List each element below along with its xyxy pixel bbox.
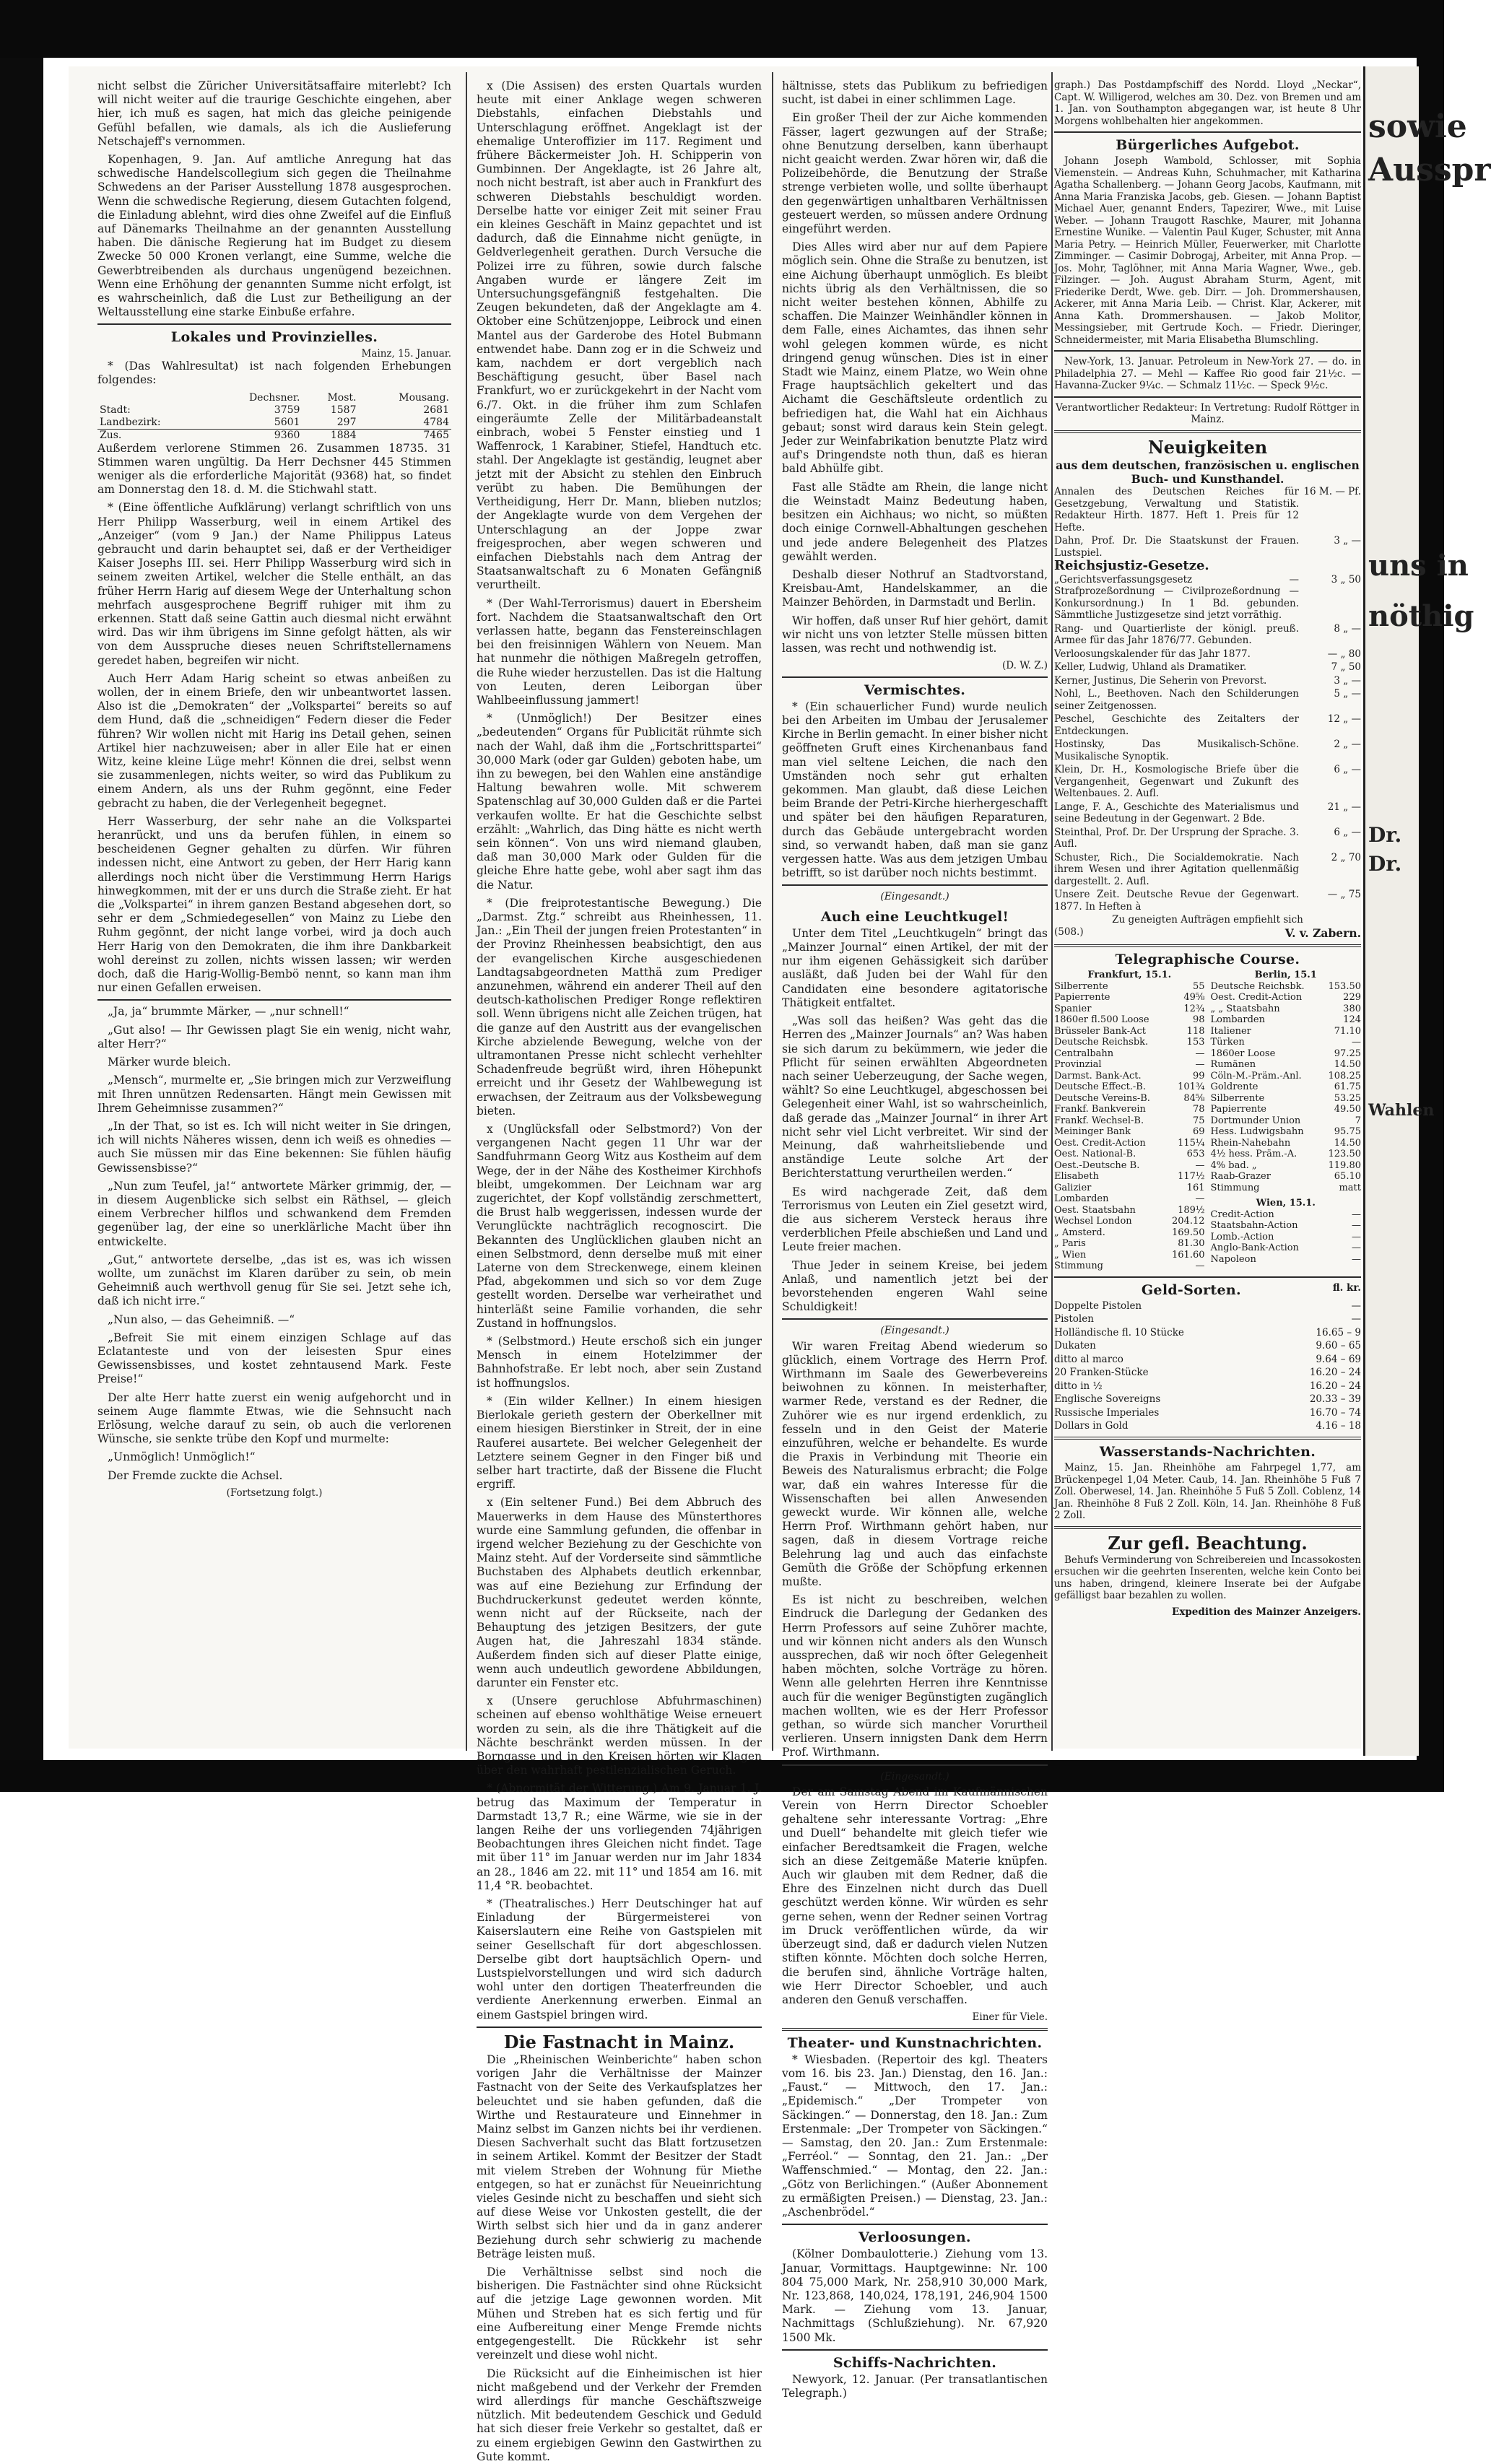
article-paragraph: Der am Samstag Abend im Kaufmännischen Verein von Herrn Director Schoebler gehaltene sehr interessante Vortrag: „Ehre und Duell“ behandelte mit gleich tiefer wie einfacher Beredtsamkeit die Fragen, welche sich an diese Zeitgemäße Materie knüpfen. Auch wir glauben mit dem Redner, daß die Ehre des Einzelnen nicht durch das Duell geschützt werden könne. Wir würden es sehr gerne sehen, wenn der Redner seinen Vortrag im Druck veröffentlichen würde, da wir überzeugt sind, daß er dadurch vielen Nutzen stiften könnte. Möchten doch solche Herren, die berufen sind, ähnliche Vorträge halten, wie Herr Director Schoebler, und auch anderen den Genuß verschaffen. xyxy=(782,1785,1048,2006)
news-fund: x (Ein seltener Fund.) Bei dem Abbruch des Mauerwerks in dem Hause des Münsterthores wurde eine Sammlung gefunden, die offenbar in irgend welcher Beziehung zu der Geschichte von Mainz steht. Auf der Vorderseite sind sämmtliche Buchstaben des Alphabets deutlich erkennbar, was auf eine Beziehung zur Erfindung der Buchdruckerkunst gedeutet werden könnte, wenn nicht auf der Rückseite, nach der Behauptung des jetzigen Besitzers, der gute Augen hat, die Jahreszahl 1834 stände. Außerdem finden sich auf dieser Platte einige, wenn auch undeutlich gewordene Abbildungen, darunter ein Fenster etc. xyxy=(477,1496,762,1689)
dateline: Mainz, 15. Januar. xyxy=(361,347,451,360)
news-vermischtes: * (Ein schauerlicher Fund) wurde neulich bei den Arbeiten im Umbau der Jerusalemer Kirche in Berlin gemacht. In einer bisher nicht geöffneten Gruft eines Kirchenanbaus fand man viel seltene Leichen, die nach den Umständen noch sehr gut erhalten gekommen. Man glaubt, daß diese Leichen beim Brande der Petri-Kirche hierhergeschafft und später bei den häufigen Reparaturen, durch das Gebäude untergebracht worden sind, so verwandt haben, daß man sie ganz vergessen hatte. Was aus dem jetzigen Umbau betrifft, so ist darüber noch nichts bestimmt. xyxy=(782,700,1048,880)
continued-note: (Fortsetzung folgt.) xyxy=(226,1486,323,1499)
article-paragraph: Es ist nicht zu beschreiben, welchen Eindruck die Darlegung der Gedanken des Herrn Professors auf seine Zuhörer machte, und wir können nicht anders als den Wunsch aussprechen, daß wir noch öfter Gelegenheit haben möchten, solche Vorträge zu hören. Wenn alle gelehrten Herren ihre Kenntnisse auch für die weniger Begünstigten zugänglich machen wollten, wie es der Herr Professor gethan, so würde sich mancher Vorurtheil verlieren. Unsern innigsten Dank dem Herrn Prof. Wirthmann. xyxy=(782,1593,1048,1759)
book-price: 6 „ — xyxy=(1334,826,1361,838)
news-unglueck: x (Unglücksfall oder Selbstmord?) Von der vergangenen Nacht gegen 11 Uhr war der Sandfuhrmann Georg Witz aus Kostheim auf dem Wege, der in der Nähe des Kostheimer Kirchhofs bleibt, umgekommen. Der Leichnam war arg zugerichtet, der Kopf vollständig zerschmettert, die Brust halb weggerissen, indessen wurde der Verunglückte nachträglich recognoscirt. Die Bekannten des Unglücklichen glauben nicht an einen Selbstmord, denn derselbe muß mit einer Laterne von dem Streckenwege, einem kleinen Pfad, abgekommen und sich so vor dem Zuge gestellt worden. Derselbe war verheirathet und hinterläßt seine Familie vorhanden, die sehr Zustand in hoffnungslos. xyxy=(477,1123,762,1330)
article-paragraph: Thue Jeder in seinem Kreise, bei jedem Anlaß, und namentlich jetzt bei der bevorstehenden engeren Wahl seine Schuldigkeit! xyxy=(782,1258,1048,1314)
geld-row: Doppelte Pistolen — xyxy=(1054,1300,1361,1312)
notice-text: Behufs Verminderung von Schreibereien und Incassokosten ersuchen wir die geehrten Inserenten, welche kein Conto bei uns haben, dringend, kleinere Inserate bei der Aufgabe gefälligst baar bezahlen zu wollen. xyxy=(1054,1554,1361,1602)
rate-row: Dortmunder Union 7 xyxy=(1210,1115,1361,1126)
rate-row: Oest. Credit-Action 115¼ xyxy=(1054,1137,1205,1149)
adjacent-page-edge xyxy=(1363,66,1419,1756)
book-entry xyxy=(1054,713,1361,737)
book-price: 3 „ — xyxy=(1334,535,1361,547)
rate-row: Oest. Credit-Action 229 xyxy=(1210,992,1361,1004)
book-title: Peschel, Geschichte des Zeitalters der Entdeckungen. xyxy=(1054,713,1299,737)
rate-row: Meininger Bank 69 xyxy=(1054,1126,1205,1138)
rates-heading: Berlin, 15.1 xyxy=(1254,970,1317,981)
adjacent-fragment: Dr. xyxy=(1368,823,1402,847)
exchange-rates xyxy=(1054,970,1361,1272)
feuilleton-paragraph: Märker wurde bleich. xyxy=(108,1055,231,1069)
feuilleton-paragraph: „In der That, so ist es. Ich will nicht weiter in Sie dringen, ich will nichts Näheres wissen, denn ich weiß es ohnedies — auch Sie müssen mir das Eine bekennen: Sie fühlen häufig Gewissensbisse?“ xyxy=(97,1119,451,1175)
section-heading-geld: Geld-Sorten. xyxy=(1141,1281,1241,1298)
book-title: Schuster, Rich., Die Socialdemokratie. Nach ihrem Wesen und ihrer Agitation quellenmäßig dargestellt. 2. Aufl. xyxy=(1054,851,1299,887)
book-title: Reichsjustiz-Gesetze. xyxy=(1054,558,1209,574)
news-wahl-followup: Außerdem verlorene Stimmen 26. Zusammen 18735. 31 Stimmen waren ungültig. Da Herr Dechsner 445 Stimmen weniger als die erforderliche Majorität (9368) hat, so findet am Donnerstag den 18. d. M. die Stichwahl statt. xyxy=(97,441,451,497)
eingesandt-tag: (Eingesandt.) xyxy=(880,1770,949,1782)
book-price: — „ 75 xyxy=(1327,889,1361,901)
editor-line: Verantwortlicher Redakteur: In Vertretung: Rudolf Röttger in Mainz. xyxy=(1056,401,1360,426)
rate-row: Rhein-Nahebahn 14.50 xyxy=(1210,1137,1361,1149)
column-rule xyxy=(772,72,773,1751)
geld-unit: fl. kr. xyxy=(1332,1281,1361,1294)
adjacent-fragment: Ausspr xyxy=(1368,152,1491,188)
rate-row: „ Amsterd. 169.50 xyxy=(1054,1227,1205,1238)
feuilleton-paragraph: „Nun zum Teufel, ja!“ antwortete Märker grimmig, der, — in diesem Augenblicke sich selbst ein Räthsel, — gleich einem Verbrecher hilflos und schwankend dem Fremden gegenüber lag, der eine so unerklärliche Macht über ihn entwickelte. xyxy=(97,1179,451,1248)
rate-row: Frankf. Bankverein 78 xyxy=(1054,1104,1205,1115)
table-header-row xyxy=(97,392,451,404)
rates-heading: Frankfurt, 15.1. xyxy=(1087,970,1172,981)
signature: Einer für Viele. xyxy=(972,2011,1048,2024)
book-entry xyxy=(1054,675,1361,687)
article-paragraph: Es wird nachgerade Zeit, daß dem Terrorismus von Leuten ein Ziel gesetzt wird, die aus sicherem Versteck heraus ihre verderblichen Pfeile abschießen und Land und Leute freier machen. xyxy=(782,1185,1048,1254)
table-header-cell: Most. xyxy=(327,391,357,404)
rate-row: Cöln-M.-Präm.-Anl. 108.25 xyxy=(1210,1070,1361,1081)
rates-berlin xyxy=(1211,970,1362,1272)
rate-row: Centralbahn — xyxy=(1054,1048,1205,1059)
rate-row: Provinzial — xyxy=(1054,1059,1205,1071)
ad-subheading: aus dem deutschen, französischen u. englischen Buch- und Kunsthandel. xyxy=(1056,458,1360,487)
scanner-border-left xyxy=(0,0,43,1792)
ad-heading-neuigkeiten: Neuigkeiten xyxy=(1147,436,1268,458)
divider xyxy=(1054,350,1361,352)
rate-row: Deutsche Effect.-B. 101¾ xyxy=(1054,1081,1205,1093)
adjacent-fragment: uns in xyxy=(1368,549,1469,583)
rate-row: Wechsel London 204.12 xyxy=(1054,1216,1205,1227)
rate-row: Credit-Action — xyxy=(1210,1209,1361,1220)
book-price: 3 „ — xyxy=(1334,674,1361,687)
news-wahl-terror: * (Der Wahl-Terrorismus) dauert in Ebersheim fort. Nachdem die Staatsanwaltschaft den Ort verlassen hatte, begann das Fenstereinschlagen bei den freisinnigen Wählern von Neuem. Man hat nunmehr die nöthigen Maßregeln getroffen, die Ruhe wieder herzustellen. Das ist die Haltung von Leuten, deren Leiborgan über Wahlbeeinflussung jammert! xyxy=(477,596,762,707)
rate-row: 1860er Loose 97.25 xyxy=(1210,1048,1361,1059)
notice-heading: Zur gefl. Beachtung. xyxy=(1108,1532,1308,1554)
table-cell: 2681 xyxy=(423,404,449,416)
article-paragraph: Dies Alles wird aber nur auf dem Papiere möglich sein. Ohne die Straße zu benutzen, ist eine Aichung überhaupt unmöglich. Es bleibt nichts übrig als den Verhältnissen, die so nicht weiter bestehen können, Abhilfe zu schaffen. Die Mainzer Weinhändler können in dem Falle, eines Aichamtes, das ihnen sehr wohl gelegen kommen würde, es nicht dringend genug wünschen. Dies ist in einer Stadt wie Mainz, einem Platze, wo Wein ohne Frage hauptsächlich gekeltert und das Aichamt die Geschäftsleute ordentlich zu befriedigen hat, die Wahl hat ein Aichhaus gebaut; sonst wird daraus kein Stein gelegt. Jeder zur Weinfabrikation benutzte Platz wird auf's Dringendste noth thun, daß es hieran bald Abhülfe gibt. xyxy=(782,240,1048,476)
book-entry xyxy=(1054,688,1361,712)
divider xyxy=(477,2027,762,2028)
geld-row: ditto al marco 9.64 – 69 xyxy=(1054,1353,1361,1365)
book-entry xyxy=(1054,535,1361,559)
book-title: Keller, Ludwig, Uhland als Dramatiker. xyxy=(1054,661,1247,674)
adjacent-fragment: nöthig xyxy=(1368,599,1474,633)
article-paragraph: Die Rücksicht auf die Einheimischen ist hier nicht maßgebend und der Verkehr der Fremden wird allerdings für manche Geschäftszweige nützlich. Mit bedeutendem Geschick und Geduld hat sich dieser freie Verkehr so gestaltet, daß er zu einem ergiebigen Gewinn den Gastwirthen zu Gute kommt. xyxy=(477,2367,762,2463)
rate-row: Lombarden 124 xyxy=(1210,1014,1361,1026)
section-heading-lokales: Lokales und Provinzielles. xyxy=(170,329,378,346)
table-row xyxy=(97,429,451,442)
rate-row: Spanier 12¾ xyxy=(1054,1003,1205,1014)
table-cell: 297 xyxy=(336,416,357,428)
book-entry xyxy=(1054,764,1361,800)
table-header-cell xyxy=(97,392,209,404)
adjacent-fragment: Wahlen xyxy=(1368,1101,1435,1120)
geld-row: Englische Sovereigns 20.33 – 39 xyxy=(1054,1393,1361,1406)
divider xyxy=(1054,944,1361,947)
ad-signature-row xyxy=(1054,926,1361,940)
ad-footer: Zu geneigten Aufträgen empfiehlt sich xyxy=(1112,914,1303,926)
wasserstand-report: Mainz, 15. Jan. Rheinhöhe am Fahrpegel 1,77, am Brückenpegel 1,04 Meter. Caub, 14. Jan. Rheinhöhe 5 Fuß 7 Zoll. Oberwesel, 14. Jan. Rheinhöhe 5 Fuß 5 Zoll. Coblenz, 14 Jan. Rheinhöhe 8 Fuß 2 Zoll. Köln, 14. Jan. Rheinhöhe 8 Fuß 2 Zoll. xyxy=(1054,1462,1361,1522)
book-price: 7 „ 50 xyxy=(1331,661,1361,674)
rate-row: Papierrente 49⅝ xyxy=(1054,992,1205,1004)
book-price: 2 „ 70 xyxy=(1331,851,1361,863)
news-witterung: * (Abnormität der Witterung.) Am 9. Januar 1. J. betrug das Maximum der Temperatur in Darmstadt 13,7 R.; eine Wärme, wie sie in der langen Reihe der uns vorliegenden 74jährigen Beobachtungen ihres Gleichen nicht findet. Tage mit über 11° im Januar werden nur im Jahr 1834 an 28., 1846 am 22. mit 11° und 1854 am 16. mit 11,4 °R. beobachtet. xyxy=(477,1782,762,1892)
column-2 xyxy=(477,79,762,2463)
article-continuation: graph.) Das Postdampfschiff des Nordd. Lloyd „Neckar“, Capt. W. Willigerod, welches am 30. Dez. von Bremen und am 1. Jan. von Southampton abgegangen war, ist heute 8 Uhr Morgens wohlbehalten hier angekommen. xyxy=(1054,79,1361,127)
book-title: Lange, F. A., Geschichte des Materialismus und seine Bedeutung in der Gegenwart. 2 Bde. xyxy=(1054,801,1299,825)
news-kopenhagen: Kopenhagen, 9. Jan. Auf amtliche Anregung hat das schwedische Handelscollegium sich gegen die Theilnahme Schwedens an der Pariser Ausstellung 1878 ausgesprochen. Wenn die schwedische Regierung, diesem Gutachten folgend, die Einladung ablehnt, wird dies ohne Zweifel auf die Einfluß auf Dänemarks Theilnahme an der genannten Ausstellung haben. Die dänische Regierung hat im Budget zu diesem Zwecke 50 000 Kronen verlangt, eine Summe, welche die Gewerbtreibenden als durchaus ungenügend bezeichnen. Wenn eine Erhöhung der genannten Summe nicht erfolgt, ist es wahrscheinlich, daß die Lust zur Betheiligung an der Weltausstellung eine starke Einbuße erfahre. xyxy=(97,153,451,319)
news-aufklaerung: * (Eine öffentliche Aufklärung) verlangt schriftlich von uns Herr Philipp Wasserburg, weil in einem Artikel des „Anzeiger“ (vom 9 Jan.) der Name Philippus Lateus gebraucht und darin behauptet sei, daß er der Vertheidiger Kaiser Josephs III. sei. Herr Philipp Wasserburg wird sich in seinem zweiten Artikel, welcher die Stelle enthält, an das früher Herrn Harig auf diesem Wege der Unterhaltung schon mehrfach ausgesprochene Begriff ruhiger mit ihm zu erkennen. Statt daß seine Gattin auch diesmal nicht erwähnt wird. Das wir ihm übrigens im Sinne gefolgt hätten, als wir von dem Ausspruche dieses neuen Schriftstellernamens geredet haben, begreifen wir nicht. xyxy=(97,501,451,667)
geld-row: ditto in ½ 16.20 – 24 xyxy=(1054,1380,1361,1392)
geld-heading-row xyxy=(1054,1282,1361,1299)
book-title: Steinthal, Prof. Dr. Der Ursprung der Sprache. 3. Aufl. xyxy=(1054,826,1299,850)
divider xyxy=(97,999,451,1001)
book-title: Nohl, L., Beethoven. Nach den Schilderungen seiner Zeitgenossen. xyxy=(1054,688,1299,712)
geld-row: Pistolen — xyxy=(1054,1313,1361,1325)
section-heading-theater: Theater- und Kunstnachrichten. xyxy=(787,2034,1043,2051)
divider xyxy=(1054,1276,1361,1278)
rates-frankfurt xyxy=(1054,970,1205,1272)
table-cell: 5601 xyxy=(274,416,300,428)
eingesandt-tag: (Eingesandt.) xyxy=(880,1325,949,1337)
table-cell: 9360 xyxy=(274,429,300,441)
feuilleton-paragraph: „Gut,“ antwortete derselbe, „das ist es, was ich wissen wollte, um zunächst im Klaren darüber zu sein, ob mein Geheimniß auch werthvoll genug für Sie sei. Jetzt sehe ich, daß ich nicht irre.“ xyxy=(97,1253,451,1308)
market-report: New-York, 13. Januar. Petroleum in New-York 27. — do. in Philadelphia 27. — Mehl — Kaffee Rio good fair 21½c. — Havanna-Zucker 9¼c. — Schmalz 11½c. — Speck 9½c. xyxy=(1054,356,1361,392)
rate-row: Oest. Staatsbahn 189½ xyxy=(1054,1204,1205,1216)
divider xyxy=(1054,430,1361,433)
book-entry xyxy=(1054,623,1361,647)
rate-row: Silberrente 55 xyxy=(1054,980,1205,992)
article-heading-fastnacht: Die Fastnacht in Mainz. xyxy=(503,2031,735,2052)
table-header-cell: Dechsner. xyxy=(248,391,300,404)
book-entry xyxy=(1054,560,1361,573)
rate-row: Raab-Grazer 65.10 xyxy=(1210,1171,1361,1183)
book-title: Dahn, Prof. Dr. Die Staatskunst der Frauen. Lustspiel. xyxy=(1054,535,1299,559)
scanner-border-top xyxy=(0,0,1444,58)
article-paragraph: Wir waren Freitag Abend wiederum so glücklich, einem Vortrage des Herrn Prof. Wirthmann im Saale des Gewerbevereins beiwohnen zu können. In meisterhafter, warmer Rede, verstand es der Redner, die Zuhörer wie es nur irgend erdenklich, zu fesseln und in den Geist der Materie einzuführen, welche er behandelte. Es wurde die Praxis in Verbindung mit Theorie ein Beweis des Naturalismus erbracht; die Folge war, daß ein wahres Interesse für die Wissenschaften bei allen Anwesenden geweckt wurde. Wir können alle, welche Herrn Prof. Wirthmann gehört haben, nur sagen, daß in diesem Vortrage reiche Belehrung lag und auch das einfachste Gemüth die Größe der Schöpfung erkennen mußte. xyxy=(782,1339,1048,1589)
rate-row: Oest. National-B. 653 xyxy=(1054,1149,1205,1160)
rate-row: Oest.-Deutsche B. — xyxy=(1054,1159,1205,1171)
divider xyxy=(782,676,1048,678)
divider xyxy=(782,884,1048,886)
rate-row: Darmst. Bank-Act. 99 xyxy=(1054,1070,1205,1081)
geld-row: 20 Franken-Stücke 16.20 – 24 xyxy=(1054,1367,1361,1379)
feuilleton-paragraph: „Befreit Sie mit einem einzigen Schlage auf das Eclatanteste und von der leisesten Spur eines Gewissensbisses, und kostet zehntausend Mark. Feste Preise!“ xyxy=(97,1331,451,1386)
article-paragraph: „Was soll das heißen? Was geht das die Herren des „Mainzer Journals“ an? Was haben sie sich darum zu bekümmern, wie jeder die Pflicht für seinen erwählten Abgeordneten nach seiner Ueberzeugung, der Sache wegen, wählt? So eine Leuchtkugel, abgeschossen bei Gelegenheit einer Wahl, ist so wahrscheinlich, daß gerade das „Mainzer Journal“ in ihrer Art nicht sehr viel Licht verbreitet. Wir sind der Meinung, daß wahrheitsliebende und anständige Leute solche Art der Berichterstattung verurtheilen werden.“ xyxy=(782,1014,1048,1180)
divider xyxy=(97,323,451,325)
geld-row: Dollars in Gold 4.16 – 18 xyxy=(1054,1420,1361,1432)
rate-row: Deutsche Reichsbk. 153.50 xyxy=(1210,980,1361,992)
book-title: „Gerichtsverfassungsgesetz — Strafprozeßordnung — Civilprozeßordnung — Konkursordnung.) In 1 Bd. gebunden. Sämmtliche Justizgesetze sind jetzt vorräthig. xyxy=(1054,573,1299,622)
column-3 xyxy=(782,79,1048,2400)
signature: (D. W. Z.) xyxy=(1002,660,1048,672)
book-title: Verloosungskalender für das Jahr 1877. xyxy=(1054,648,1251,660)
book-entry xyxy=(1054,661,1361,674)
article-paragraph: Die Verhältnisse selbst sind noch die bisherigen. Die Fastnächter sind ohne Rücksicht auf die jetzige Lage gewonnen worden. Mit Mühen und Streben hat es sich fertig und für eine Aufbereitung einer Menge Fremde nichts entgegengestellt. Die Rückkehr ist sehr vereinzelt und diese wohl nicht. xyxy=(477,2265,762,2362)
divider xyxy=(1054,131,1361,133)
ad-firm: V. v. Zabern. xyxy=(1284,926,1361,940)
rate-row: Brüsseler Bank-Act 118 xyxy=(1054,1025,1205,1037)
book-list xyxy=(1054,486,1361,913)
book-price: 5 „ — xyxy=(1334,688,1361,700)
rate-row: Lombarden — xyxy=(1054,1193,1205,1205)
table-header-cell: Mousang. xyxy=(399,391,449,404)
book-title: Annalen des Deutschen Reiches für Gesetzgebung, Verwaltung und Statistik. Redakteur Hirth. 1877. Heft 1. Preis für 12 Hefte. xyxy=(1054,486,1299,534)
feuilleton-paragraph: „Unmöglich! Unmöglich!“ xyxy=(108,1450,256,1464)
news-schiffe: Newyork, 12. Januar. (Per transatlantischen Telegraph.) xyxy=(782,2373,1048,2400)
book-entry xyxy=(1054,852,1361,888)
rate-row: Lomb.-Action — xyxy=(1210,1231,1361,1242)
news-abfuhr: x (Unsere geruchlose Abfuhrmaschinen) scheinen auf ebenso wohlthätige Weise erneuert worden zu sein, als die ihre Thätigkeit auf die Nächte beschränkt werden müssen. In der Borngasse und in den Kreisen hörten wir Klagen über den wahrhaft pestilenzialischen Geruch. xyxy=(477,1694,762,1777)
divider xyxy=(1054,1526,1361,1529)
news-assisen: x (Die Assisen) des ersten Quartals wurden heute mit einer Anklage wegen schweren Diebstahls, einfachen Diebstahls und Unterschlagung eröffnet. Angeklagt ist der ehemalige Unteroffizier im 117. Regiment und frühere Bäckermeister Joh. H. Schipperin von Gumbinnen. Der Angeklagte, ist 26 Jahre alt, noch nicht bestraft, ist aber auch in Frankfurt des schweren Diebstahls beschuldigt worden. Derselbe hatte vor einiger Zeit mit seiner Frau ein kleines Geschäft in Mainz gepachtet und ist dadurch, daß die Einnahme nicht genügte, in Geldverlegenheit gerathen. Durch Versuche die Polizei irre zu führen, sowie durch falsche Angaben wurde er längere Zeit im Untersuchungsgefängniß festgehalten. Die Zeugen bekundeten, daß der Angeklagte am 4. Oktober eine Schützenjoppe, Leibrock und einen Mantel aus der Garderobe des Hotel Bubmann entwendet habe. Dann zog er in die Schweiz und kam, nachdem er dort vergeblich nach Beschäftigung gesucht, über Basel nach Frankfurt, wo er zurückgekehrt in der Nacht vom 6./7. Okt. in die früher ihm zum Schlafen eingeräumte Zelle der Militärbadeanstalt einbrach, wobei 5 Fenster einstieg und 1 Waffenrock, 1 Karabiner, Stiefel, Handtuch etc. stahl. Der Angeklagte ist geständig, leugnet aber jetzt mit der Absicht zu stehlen den Einbruch verübt zu haben. Die Bemühungen der Vertheidigung, Herr Dr. Mann, blieben nutzlos; der Angeklagte wurde von dem Vergehen der Unterschlagung an der Joppe zwar freigesprochen, aber wegen schweren und einfachen Diebstahls nach dem Antrag der Staatsanwaltschaft zu 6 Monaten Gefängniß verurtheilt. xyxy=(477,79,762,592)
rate-row: Goldrente 61.75 xyxy=(1210,1081,1361,1093)
rate-row: Deutsche Vereins-B. 84⅝ xyxy=(1054,1092,1205,1104)
table-row xyxy=(97,417,451,430)
rate-row: Napoleon — xyxy=(1210,1253,1361,1265)
aufgebot-list: Johann Joseph Wambold, Schlosser, mit Sophia Viemenstein. — Andreas Kuhn, Schuhmacher, mit Katharina Agatha Schallenberg. — Johann Georg Jacobs, Kaufmann, mit Anna Maria Franziska Jacobs, geb. Giesen. — Johann Baptist Michael Auer, genannt Enders, Tapezirer, Wwe., mit Luise Weber. — Johann Traugott Raschke, Maurer, mit Johanna Ernestine Wunike. — Valentin Paul Kuger, Schuster, mit Anna Maria Petry. — Heinrich Müller, Feuerwerker, mit Charlotte Zimminger. — Casimir Dobrogaj, Arbeiter, mit Anna Prop. — Jos. Mohr, Taglöhner, mit Anna Maria Wagner, Wwe., geb. Filzinger. — Joh. August Abraham Sturm, Agent, mit Friederike Derdt, Wwe. geb. Dirr. — Joh. Drommershausen, Ackerer, mit Anna Maria Leib. — Christ. Klar, Ackerer, mit Anna Kath. Drommershausen. — Jakob Molitor, Messingsieber, mit Gertrude Koch. — Friedr. Dieringer, Schneidermeister, mit Maria Elisabetha Blumschling. xyxy=(1054,155,1361,346)
adjacent-fragment: Dr. xyxy=(1368,852,1402,876)
column-4 xyxy=(1054,79,1361,1743)
book-entry xyxy=(1054,827,1361,850)
rate-row: Elisabeth 117½ xyxy=(1054,1171,1205,1183)
section-heading-wasserstand: Wasserstands-Nachrichten. xyxy=(1099,1443,1316,1460)
eingesandt-tag: (Eingesandt.) xyxy=(880,891,949,903)
book-price: 3 „ 50 xyxy=(1331,573,1361,585)
book-price: 16 M. — Pf. xyxy=(1303,486,1361,498)
rate-row: 4½ hess. Präm.-A. 123.50 xyxy=(1210,1149,1361,1160)
article-continuation: hältnisse, stets das Publikum zu befriedigen sucht, ist dabei in einer schlimmen Lage. xyxy=(782,79,1048,107)
news-kellner: * (Ein wilder Kellner.) In einem hiesigen Bierlokale gerieth gestern der Oberkellner mit einem hiesigen Bierstinker in Streit, der in eine Rauferei ausartete. Bei welcher Gelegenheit der Letztere seinem Gegner in den Finger biß und selber hart tractirte, daß der Bissene die Flucht ergriff. xyxy=(477,1394,762,1492)
feuilleton-paragraph: „Ja, ja“ brummte Märker, — „nur schnell!“ xyxy=(108,1005,349,1019)
geld-row: Holländische fl. 10 Stücke 16.65 – 9 xyxy=(1054,1326,1361,1338)
section-heading-aufgebot: Bürgerliches Aufgebot. xyxy=(1116,137,1300,153)
rate-row: Italiener 71.10 xyxy=(1210,1025,1361,1037)
news-selbstmord: * (Selbstmord.) Heute erschoß sich ein junger Mensch in einem Hotelzimmer der Bahnhofstraße. Er lebt noch, aber sein Zustand ist hoffnungslos. xyxy=(477,1335,762,1390)
scanner-border-right xyxy=(1417,0,1444,1792)
divider xyxy=(1054,1437,1361,1440)
article-continuation: nicht selbst die Züricher Universitätsaffaire miterlebt? Ich will nicht weiter auf die traurige Geschichte eingehen, aber hier, ich muß es sagen, hat mich das gleiche peinigende Gefühl befallen, wie damals, als ich die Auslieferung Netschajeff's vernommen. xyxy=(97,79,451,148)
section-heading-schiffe: Schiffs-Nachrichten. xyxy=(833,2354,997,2371)
rate-row: Türken — xyxy=(1210,1037,1361,1048)
news-aufklaerung: Auch Herr Adam Harig scheint so etwas anbeißen zu wollen, der in einem Briefe, den wir unbeantwortet lassen. Also ist die „Demokraten“ der „Volkspartei“ bereits so auf dem Hund, daß die „schneidigen“ Federn dieser die Feder führen? Wir wollen nicht mit Harig ins Detail gehen, seinen Artikel hier nachzuweisen; aber in aller Eile hat er einen Witz, keine kleine Lüge mehr! Können die drei, selbst wenn sie zusammenlegen, nichts weiter, so wird das Publikum zu einem Andern, als uns der Ruhm gegönnt, eine Feder gebracht zu haben, die der Verlegenheit begegnet. xyxy=(97,671,451,810)
article-paragraph: Unter dem Titel „Leuchtkugeln“ bringt das „Mainzer Journal“ einen Artikel, der mit der nur ihm eigenen Gehässigkeit sich darüber ausläßt, daß Juden bei der Wahl für den Candidaten eine besondere agitatorische Thätigkeit entfaltet. xyxy=(782,926,1048,1009)
section-heading-vermischtes: Vermischtes. xyxy=(864,682,966,698)
rate-row: „ Wien 161.60 xyxy=(1054,1249,1205,1261)
book-price: 12 „ — xyxy=(1327,713,1361,726)
column-rule xyxy=(466,72,467,1751)
rate-row: Staatsbahn-Action — xyxy=(1210,1220,1361,1232)
book-title: Hostinsky, Das Musikalisch-Schöne. Musikalische Synoptik. xyxy=(1054,739,1299,762)
feuilleton-paragraph: „Gut also! — Ihr Gewissen plagt Sie ein wenig, nicht wahr, alter Herr?“ xyxy=(97,1023,451,1050)
divider xyxy=(782,2349,1048,2351)
article-paragraph: Wir hoffen, daß unser Ruf hier gehört, damit wir nicht uns von letzter Stelle müssen bitten lassen, was recht und nothwendig ist. xyxy=(782,614,1048,655)
table-cell: 1884 xyxy=(330,429,357,441)
news-aufklaerung: Herr Wasserburg, der sehr nahe an die Volkspartei heranrückt, und uns da berufen fühlen, in einem so bescheidenen Gegner gehalten zu dürfen. Wir führen indessen nicht, eine Antwort zu geben, der Herr Harig kann allerdings noch nicht über die Verstimmung Herrn Harigs hinwegkommen, mit der er uns durch die Straße zieht. Er hat die „Volkspartei“ in ihrem ganzen Bestand abgesehen dort, so sehr er dem „Schmiedegesellen“ von Mainz zu Liebe den Ruhm gegönnt, der nicht lange vorbei, wird ja doch auch Herr Harig von den Demokraten, die ihm ihre Dankbarkeit wohl dereinst zu zollen, nichts wissen lassen; wir werden doch, daß die Harig-Wollig-Bembö nennt, so kann man ihm nur einen Gefallen erweisen. xyxy=(97,814,451,995)
rate-row: Stimmung — xyxy=(1054,1261,1205,1272)
book-title: Klein, Dr. H., Kosmologische Briefe über die Vergangenheit, Gegenwart und Zukunft des Weltenbaues. 2. Aufl. xyxy=(1054,764,1299,800)
book-price: — „ 80 xyxy=(1327,648,1361,660)
article-paragraph: Ein großer Theil der zur Aiche kommenden Fässer, lagert gezwungen auf der Straße; ohne Benutzung derselben, kann überhaupt nicht geaicht werden. Zwar hören wir, daß die Polizeibehörde, die Benutzung der Straße strenge verbieten wolle, und sollte überhaupt den gegenwärtigen unhaltbaren Verhältnissen gesteuert werden, so müssen andere Ordnung eingeführt werden. xyxy=(782,111,1048,236)
book-title: Rang- und Quartierliste der königl. preuß. Armee für das Jahr 1876/77. Gebunden. xyxy=(1054,622,1299,647)
news-verloosungen: (Kölner Dombaulotterie.) Ziehung vom 13. Januar, Vormittags. Hauptgewinne: Nr. 100 804 75,000 Mark, Nr. 258,910 30,000 Mark, Nr. 123,868, 140,024, 178,191, 246,904 1500 Mark. — Ziehung vom 13. Januar, Nachmittags (Schlußziehung). Nr. 67,920 1500 Mk. xyxy=(782,2247,1048,2344)
news-theatral: * (Theatralisches.) Herr Deutschinger hat auf Einladung der Bürgermeisterei von Kaiserslautern eine Reihe von Gastspielen mit seiner Gesellschaft für dort abgeschlossen. Derselbe gibt dort hauptsächlich Opern- und Lustspielvorstellungen und wird sich dadurch wohl unter den dortigen Theaterfreunden die verdiente Anerkennung erwerben. Einmal an einem Gastspiel bringen wird. xyxy=(477,1897,762,2021)
news-freiprotestantisch: * (Die freiprotestantische Bewegung.) Die „Darmst. Ztg.“ schreibt aus Rheinhessen, 11. Jan.: „Ein Theil der jungen freien Protestanten“ in der Provinz Rheinhessen beabsichtigt, den aus der evangelischen Kirche ausgeschiedenen Landtagsabgeordneten Matthä zum Prediger anzunehmen, während ein anderer Theil auf den deutsch-katholischen Prediger Ronge reflektiren soll. Wenn übrigens nicht alle Zeichen trügen, hat die ganze auf den Austritt aus der evangelischen Kirche abzielende Bewegung, welche von der ultramontanen Presse nicht schlecht verhehlter Schadenfreude begrüßt wird, ihren Höhepunkt erreicht und ihr Gesetz der Wahlbewegung ist erwachsen, der Zeitraum aus der Volksbewegung bieten. xyxy=(477,896,762,1118)
table-cell: Stadt: xyxy=(100,404,131,416)
book-price: 8 „ — xyxy=(1334,622,1361,635)
rate-row: Hess. Ludwigsbahn 95.75 xyxy=(1210,1126,1361,1138)
feuilleton-paragraph: Der alte Herr hatte zuerst ein wenig aufgehorcht und in seinem Auge flammte Etwas, wie die Sehnsucht nach Erlösung, welche darauf zu sein, ob auch die verlorenen Wünsche, sie senkte trübe den Kopf und murmelte: xyxy=(97,1390,451,1446)
feuilleton-paragraph: Der Fremde zuckte die Achsel. xyxy=(108,1468,283,1482)
book-price: 2 „ — xyxy=(1334,739,1361,751)
table-cell: Zus. xyxy=(100,429,122,441)
table-cell: 4784 xyxy=(423,416,449,428)
feuilleton-paragraph: „Nun also, — das Geheimniß. —“ xyxy=(108,1312,295,1326)
article-heading-leuchtkugel: Auch eine Leuchtkugel! xyxy=(820,908,1009,925)
geld-list xyxy=(1054,1300,1361,1432)
article-paragraph: Die „Rheinischen Weinberichte“ haben schon vorigen Jahr die Verhältnisse der Mainzer Fastnacht von der Seite des Verkaufsplatzes her beleuchtet und sie haben gefunden, daß die Wirthe und Restaurateure und Einnehmer in Mainz selbst im Ganzen nichts bei ihr verdienen. Diesen Sachverhalt sucht das Blatt fortzusetzen in seinem Artikel. Kommt der Besitzer der Stadt mit vielem Streben der Wohnung für Miethe entgegen, so hat er zunächst für Neueinrichtung vieles Gesinde nicht zu beschaffen und sieht sich auf diese Weise vor Unkosten gestellt, die der Wirth selbst sich hier und da in ganz anderer Beziehung durch sehr schwierig zu machende Beträge leisten muß. xyxy=(477,2053,762,2260)
rate-row: „ Paris 81.30 xyxy=(1054,1238,1205,1250)
adjacent-fragment: sowie xyxy=(1368,108,1467,145)
rate-row: Deutsche Reichsbk. 153 xyxy=(1054,1037,1205,1048)
divider xyxy=(782,1764,1048,1766)
book-title: Kerner, Justinus, Die Seherin von Prevorst. xyxy=(1054,674,1267,687)
notice-signature: Expedition des Mainzer Anzeigers. xyxy=(1172,1606,1361,1618)
divider xyxy=(782,2028,1048,2031)
rate-row: Silberrente 53.25 xyxy=(1210,1092,1361,1104)
book-entry xyxy=(1054,801,1361,825)
geld-row: Russische Imperiales 16.70 – 74 xyxy=(1054,1406,1361,1419)
rate-row: Rumänen 14.50 xyxy=(1210,1059,1361,1071)
table-cell: 3759 xyxy=(274,404,300,416)
book-price: 6 „ — xyxy=(1334,764,1361,776)
book-entry xyxy=(1054,574,1361,622)
divider xyxy=(1054,396,1361,398)
column-1 xyxy=(97,79,451,1743)
rate-row: 4% bad. „ 119.80 xyxy=(1210,1159,1361,1171)
news-theater: * Wiesbaden. (Repertoir des kgl. Theaters vom 16. bis 23. Jan.) Dienstag, den 16. Jan.: „Faust.“ — Mittwoch, den 17. Jan.: „Epidemisch.“ „Der Trompeter von Säckingen.“ — Donnerstag, den 18. Jan.: Zum Erstenmale: „Der Trompeter von Säckingen.“ — Samstag, den 20. Jan.: Zum Erstenmale: „Ferréol.“ — Sonntag, den 21. Jan.: „Der Waffenschmied.“ — Montag, den 22. Jan.: „Götz von Berlichingen.“ (Außer Abonnement zu ermäßigten Preisen.) — Dienstag, 23. Jan.: „Aschenbrödel.“ xyxy=(782,2052,1048,2219)
table-cell: 7465 xyxy=(423,429,449,441)
rate-row: Frankf. Wechsel-B. 75 xyxy=(1054,1115,1205,1126)
book-entry xyxy=(1054,739,1361,762)
divider xyxy=(782,2224,1048,2225)
article-paragraph: Deshalb dieser Nothruf an Stadtvorstand, Kreisbau-Amt, Handelskammer, an die Mainzer Behörden, in Darmstadt und Berlin. xyxy=(782,567,1048,609)
rate-row: Papierrente 49.50 xyxy=(1210,1104,1361,1115)
section-heading-course: Telegraphische Course. xyxy=(1115,952,1300,968)
book-entry xyxy=(1054,486,1361,534)
rate-row: „ „ Staatsbahn 380 xyxy=(1210,1003,1361,1014)
book-entry xyxy=(1054,889,1361,913)
table-cell: 1587 xyxy=(330,404,357,416)
rate-row: Galizier 161 xyxy=(1054,1182,1205,1193)
divider xyxy=(782,1318,1048,1320)
election-table xyxy=(97,392,451,442)
news-unmoeglich: * (Unmöglich!) Der Besitzer eines „bedeutenden“ Organs für Publicität rühmte sich nach der Wahl, daß ihm die „Fortschrittspartei“ 30,000 Mark (oder gar Gulden) geboten habe, um ihn zu bewegen, bei den Wahlen eine anständige Haltung bewahren wolle. Mit schwerem Spatenschlag auf 30,000 Gulden daß er die Partei verkaufen wollte. Er hat die Geschichte selbst erzählt: „Wahrlich, das Ding hätte es nicht werth sein können“. Von uns wird niemand glauben, daß man 30,000 Mark oder Gulden für die gleiche Ehre hatte gebe, wohl aber sagt ihm das die Natur. xyxy=(477,712,762,892)
column-rule xyxy=(1051,72,1053,1751)
rate-row: Stimmung matt xyxy=(1210,1182,1361,1193)
rate-row: Anglo-Bank-Action — xyxy=(1210,1242,1361,1254)
news-wahlresultat: * (Das Wahlresultat) ist nach folgenden Erhebungen folgendes: xyxy=(97,360,451,387)
ad-number: (508.) xyxy=(1054,926,1084,938)
book-price: 21 „ — xyxy=(1327,801,1361,813)
book-price xyxy=(1303,560,1361,573)
rate-row: 1860er fl.500 Loose 98 xyxy=(1054,1014,1205,1026)
feuilleton-paragraph: „Mensch“, murmelte er, „Sie bringen mich zur Verzweiflung mit Ihren unnützen Redensarten. Hängt mein Gewissen mit Ihrem Geheimnisse zusammen?“ xyxy=(97,1074,451,1115)
table-row xyxy=(97,404,451,417)
table-cell: Landbezirk: xyxy=(100,416,161,428)
book-title: Unsere Zeit. Deutsche Revue der Gegenwart. 1877. In Heften à xyxy=(1054,889,1299,913)
geld-row: Dukaten 9.60 – 65 xyxy=(1054,1340,1361,1352)
article-paragraph: Fast alle Städte am Rhein, die lange nicht die Weinstadt Mainz Bedeutung haben, besitzen ein Aichhaus; wo nicht, so müßten doch einige Cornwell-Abhaltungen geschehen und jede andere Belegenheit des Platzes gewählt werden. xyxy=(782,480,1048,563)
book-entry xyxy=(1054,648,1361,661)
rates-heading: Wien, 15.1. xyxy=(1256,1198,1316,1209)
section-heading-verloosungen: Verloosungen. xyxy=(858,2229,971,2246)
